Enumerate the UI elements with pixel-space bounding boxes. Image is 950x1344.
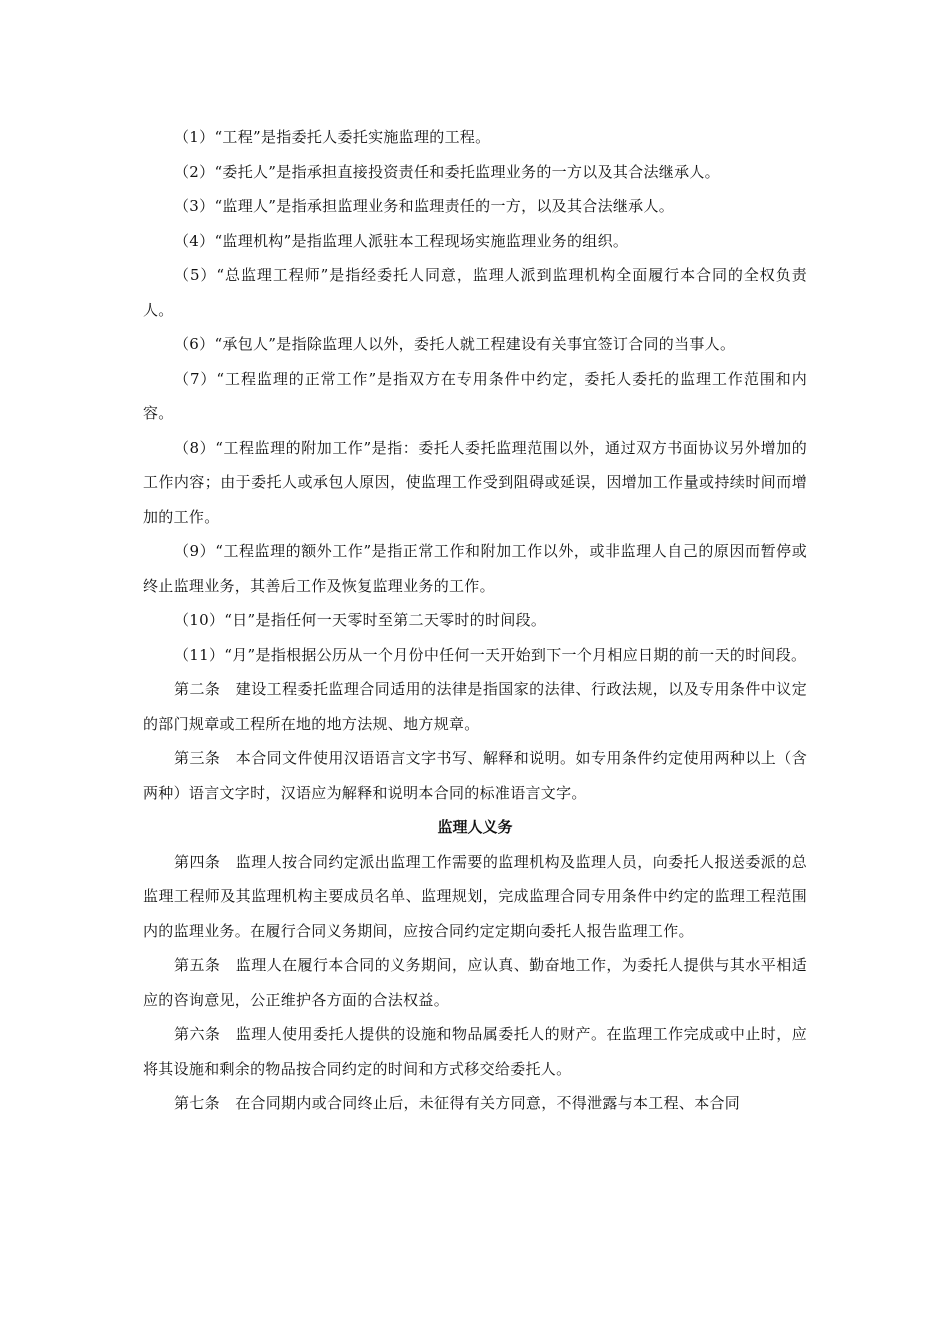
definition-6: （6）“承包人”是指除监理人以外，委托人就工程建设有关事宜签订合同的当事人。 (174, 335, 736, 353)
section-heading: 监理人义务 (437, 818, 513, 836)
definition-2: （2）“委托人”是指承担直接投资责任和委托监理业务的一方以及其合法继承人。 (174, 162, 720, 181)
article-7: 第七条 在合同期内或合同终止后，未征得有关方同意，不得泄露与本工程、本合同 (174, 1094, 741, 1112)
article-4: 第四条 监理人按合同约定派出监理工作需要的监理机构及监理人员，向委托人报送委派的总监理工程师及其监理机构主要成员名单、监理规划，完成监理合同专用条件中约定的监理工程范围内的监理业务。在履行合同义务期间，应按合同约定定期向委托人报告监理工作。 (143, 852, 807, 940)
definition-9: （9）“工程监理的额外工作”是指正常工作和附加工作以外，或非监理人自己的原因而暂停或终止监理业务，其善后工作及恢复监理业务的工作。 (143, 542, 807, 595)
definition-4: （4）“监理机构”是指监理人派驻本工程现场实施监理业务的组织。 (174, 231, 629, 250)
definition-8: （8）“工程监理的附加工作”是指：委托人委托监理范围以外，通过双方书面协议另外增加的工作内容；由于委托人或承包人原因，使监理工作受到阻碍或延误，因增加工作量或持续时间而增加的工作。 (143, 438, 807, 526)
article-3: 第三条 本合同文件使用汉语语言文字书写、解释和说明。如专用条件约定使用两种以上（含两种）语言文字时，汉语应为解释和说明本合同的标准语言文字。 (143, 749, 807, 802)
definition-5: （5）“总监理工程师”是指经委托人同意，监理人派到监理机构全面履行本合同的全权负责人。 (143, 266, 807, 319)
article-5: 第五条 监理人在履行本合同的义务期间，应认真、勤奋地工作，为委托人提供与其水平相适应的咨询意见，公正维护各方面的合法权益。 (143, 956, 807, 1009)
definition-3: （3）“监理人”是指承担监理业务和监理责任的一方，以及其合法继承人。 (174, 197, 675, 215)
definition-11: （11）“月”是指根据公历从一个月份中任何一天开始到下一个月相应日期的前一天的时间段。 (174, 645, 807, 664)
definition-10: （10）“日”是指任何一天零时至第二天零时的时间段。 (174, 611, 547, 629)
article-6: 第六条 监理人使用委托人提供的设施和物品属委托人的财产。在监理工作完成或中止时，应将其设施和剩余的物品按合同约定的时间和方式移交给委托人。 (143, 1025, 807, 1078)
definition-1: （1）“工程”是指委托人委托实施监理的工程。 (174, 128, 491, 146)
document-body (143, 120, 807, 1121)
article-2: 第二条 建设工程委托监理合同适用的法律是指国家的法律、行政法规，以及专用条件中议定的部门规章或工程所在地的地方法规、地方规章。 (143, 680, 807, 733)
definition-7: （7）“工程监理的正常工作”是指双方在专用条件中约定，委托人委托的监理工作范围和内容。 (143, 369, 807, 422)
